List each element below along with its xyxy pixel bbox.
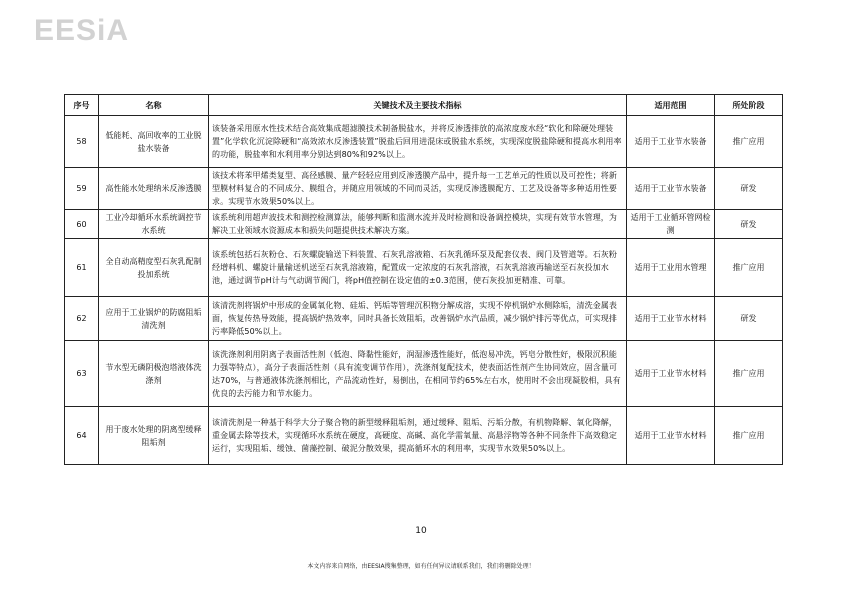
row-stage: 推广应用 [715,116,783,168]
row-description: 该清洗剂将锅炉中形成的金属氧化物、硅垢、钙垢等管理沉积物分解成溶，实现不停机锅炉水侧除垢，清洗金属表面，恢复传热导效能，提高锅炉热效率，同时具备长效阻垢，改善锅炉水汽品质，减少锅炉排污等优点，可实现排污率降低50%以上。 [209,297,627,341]
row-name: 高性能水处理纳米反渗透膜 [99,168,209,210]
header-no: 序号 [65,95,99,116]
row-description: 该洗涤剂利用阴离子表面活性剂（低泡、降黏性能好，润湿渗透性能好，低泡易冲洗，钙皂分散性好，极限沉积能力强等特点），高分子表面活性剂（具有流变调节作用），洗涤剂复配技术，使表面活性剂产生协同效应，固含量可达70%，与普通液体洗涤剂相比，产品流动性好，易倒出，在相同节约65%左右水，使用时不会出现凝胶相，具有优良的去污能力和节水能力。 [209,341,627,407]
table-row [65,341,783,407]
row-number: 63 [65,341,99,407]
row-name: 低能耗、高回收率的工业脱盐水装备 [99,116,209,168]
row-name: 工业冷却循环水系统调控节水系统 [99,210,209,239]
row-scope: 适用于工业节水装备 [627,116,715,168]
row-scope: 适用于工业循环管网检测 [627,210,715,239]
row-scope: 适用于工业节水装备 [627,168,715,210]
row-stage: 推广应用 [715,407,783,465]
footer-disclaimer: 本文内容来自网络，由EESIA搜集整理，如有任何异议请联系我们，我们将删除处理！ [307,563,535,570]
table-row [65,210,783,239]
row-scope: 适用于工业用水管理 [627,239,715,297]
header-name: 名称 [99,95,209,116]
table-row [65,407,783,465]
header-desc: 关键技术及主要技术指标 [209,95,627,116]
table-row [65,168,783,210]
row-number: 62 [65,297,99,341]
row-stage: 研发 [715,168,783,210]
table-row [65,116,783,168]
row-description: 该技术将苯甲烯类复型、高径感膜、量产轻轻应用到反渗透膜产品中，提升每一工艺单元的性质以及可控性；将新型膜材料复合的不同成分、膜组合，并随应用领域的不同而灵活，实现反渗透膜配方、工艺及设备等多种适用性要求。实现节水效果50%以上。 [209,168,627,210]
row-number: 58 [65,116,99,168]
header-scope: 适用范围 [627,95,715,116]
eesia-logo: EESiA [34,14,130,47]
row-stage: 研发 [715,210,783,239]
row-name: 节水型无磷阴极泡塔液体洗涤剂 [99,341,209,407]
row-scope: 适用于工业节水材料 [627,341,715,407]
row-scope: 适用于工业节水材料 [627,297,715,341]
row-description: 该系统包括石灰粉仓、石灰螺旋输送下料装置、石灰乳溶液箱、石灰乳循环泵及配套仪表、阀门及管道等。石灰粉经增料机、螺旋计量输送机送至石灰乳溶液箱，配置成一定浓度的石灰乳溶液，石灰乳溶液再输送至石灰投加水池，通过调节pH计与气动调节阀门，将pH值控制在设定值的±0.3范围，使石灰投加更精准、可靠。 [209,239,627,297]
row-name: 应用于工业锅炉的防腐阻垢清洗剂 [99,297,209,341]
technology-table [64,94,783,465]
table-header-row [65,95,783,116]
row-description: 该系统利用超声波技术和测控检测算法，能够判断和监测水流并及时检测和设备调控模块，实现有效节水管理，为解决工业领域水资源成本和损失问题提供技术解决方案。 [209,210,627,239]
row-number: 64 [65,407,99,465]
row-stage: 推广应用 [715,341,783,407]
row-number: 59 [65,168,99,210]
row-number: 60 [65,210,99,239]
row-name: 全自动高精度型石灰乳配制投加系统 [99,239,209,297]
table-row [65,297,783,341]
row-description: 该清洗剂是一种基于科学大分子聚合物的新型缓释阻垢剂，通过缓释、阻垢、污垢分散，有机物降解、氧化降解，重金属去除等技术，实现循环水系统在硬度，高硬度、高碱、高化学需氧量、高悬浮物等各种不同条件下高效稳定运行，实现阻垢、缓蚀、菌藻控制、破泥分散效果，提高循环水的利用率，实现节水效果50%以上。 [209,407,627,465]
page-number: 10 [415,526,427,536]
row-stage: 研发 [715,297,783,341]
row-number: 61 [65,239,99,297]
table-row [65,239,783,297]
row-name: 用于废水处理的阴离型缓释阻垢剂 [99,407,209,465]
row-description: 该装备采用原水性技术结合高效集成超滤膜技术制备脱盐水，并将反渗透排放的高浓度废水经“软化和除硬处理装置”化学软化沉淀除硬和“高效浓水反渗透装置”脱盐后回用进混床或脱盐水系统，实现深度脱盐除硬和提高水利用率的功能，脱盐率和水利用率分别达到80%和92%以上。 [209,116,627,168]
row-stage: 推广应用 [715,239,783,297]
header-stage: 所处阶段 [715,95,783,116]
row-scope: 适用于工业节水材料 [627,407,715,465]
